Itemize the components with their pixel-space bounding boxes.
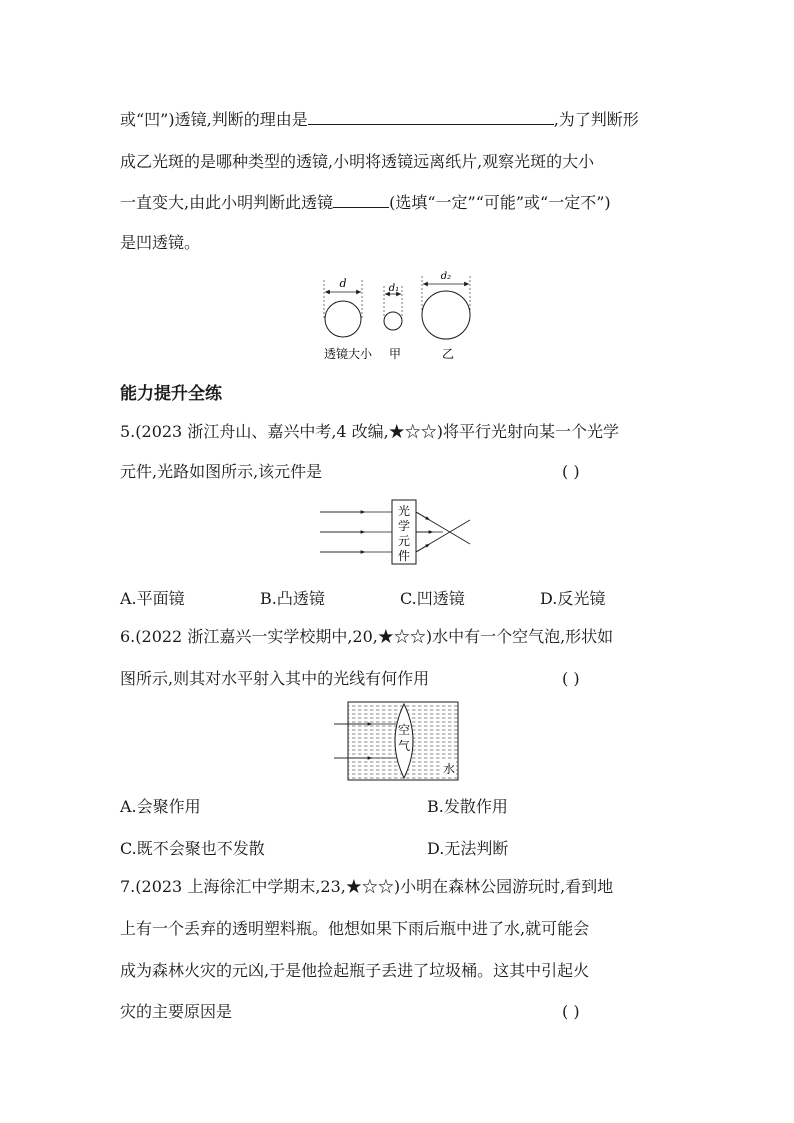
section-title: 能力提升全练	[120, 384, 222, 404]
q6-line-1: 6.(2022 浙江嘉兴一实学校期中,20,★☆☆)水中有一个空气泡,形状如	[120, 627, 614, 646]
component-label-4: 件	[397, 549, 411, 563]
q6-air-bubble-figure	[334, 700, 462, 782]
component-label-3: 元	[397, 534, 411, 548]
caption-lens-size: 透镜大小	[323, 347, 373, 361]
q6-line-2: 图所示,则其对水平射入其中的光线有何作用	[120, 669, 430, 688]
q7-line-4: 灾的主要原因是	[120, 1002, 233, 1021]
caption-jia: 甲	[388, 347, 402, 361]
q5-answer-paren[interactable]: ( )	[562, 462, 580, 481]
incident-rays	[320, 512, 392, 552]
spot-jia-group	[384, 283, 402, 330]
q5-optics-figure	[318, 498, 478, 568]
q4-line-1	[120, 110, 639, 130]
q5-option-b[interactable]: B.凸透镜	[260, 589, 325, 608]
q4-line-3	[120, 193, 611, 213]
q7-line-3: 成为森林火灾的元凶,于是他捡起瓶子丢进了垃圾桶。这其中引起火	[120, 961, 590, 980]
label-d1: d₁	[388, 283, 400, 294]
q5-option-d[interactable]: D.反光镜	[540, 589, 606, 608]
q5-line-2: 元件,光路如图所示,该元件是	[120, 462, 323, 481]
q4-line-2: 成乙光斑的是哪种类型的透镜,小明将透镜远离纸片,观察光斑的大小	[120, 152, 595, 171]
q4-line-3-text-a: 一直变大,由此小明判断此透镜	[120, 193, 334, 212]
q4-line-1-text-a: 或“凹”)透镜,判断的理由是	[120, 110, 308, 129]
q4-line-1-text-b: ,为了判断形	[553, 110, 639, 129]
component-label-2: 学	[397, 519, 411, 533]
q4-line-3-text-b: (选填“一定”“可能”或“一定不”)	[389, 193, 611, 212]
q6-answer-paren[interactable]: ( )	[562, 669, 580, 688]
label-d: d	[339, 277, 347, 290]
q4-spot-figure	[318, 266, 478, 366]
q4-choice-blank[interactable]	[333, 193, 389, 208]
q6-option-c[interactable]: C.既不会聚也不发散	[120, 839, 265, 858]
q7-line-2: 上有一个丢弃的透明塑料瓶。他想如果下雨后瓶中进了水,就可能会	[120, 919, 590, 938]
component-label-1: 光	[397, 504, 411, 518]
q7-answer-paren[interactable]: ( )	[562, 1002, 580, 1021]
label-d2: d₂	[440, 271, 452, 282]
q6-option-d[interactable]: D.无法判断	[427, 839, 509, 858]
q6-option-a[interactable]: A.会聚作用	[120, 797, 201, 816]
lens-size-circle-group	[324, 277, 362, 337]
air-label-2: 气	[397, 739, 411, 753]
water-label: 水	[442, 762, 456, 776]
refracted-rays	[416, 512, 470, 552]
q6-option-b[interactable]: B.发散作用	[427, 797, 508, 816]
caption-yi: 乙	[441, 347, 455, 361]
q4-reason-blank[interactable]	[308, 110, 554, 125]
q5-option-c[interactable]: C.凹透镜	[400, 589, 465, 608]
q5-option-a[interactable]: A.平面镜	[120, 589, 185, 608]
air-label-1: 空	[397, 723, 411, 737]
q5-line-1: 5.(2023 浙江舟山、嘉兴中考,4 改编,★☆☆)将平行光射向某一个光学	[120, 422, 619, 441]
spot-yi-group	[422, 271, 470, 339]
q4-line-4: 是凹透镜。	[120, 233, 201, 252]
q7-line-1: 7.(2023 上海徐汇中学期末,23,★☆☆)小明在森林公园游玩时,看到地	[120, 877, 614, 896]
